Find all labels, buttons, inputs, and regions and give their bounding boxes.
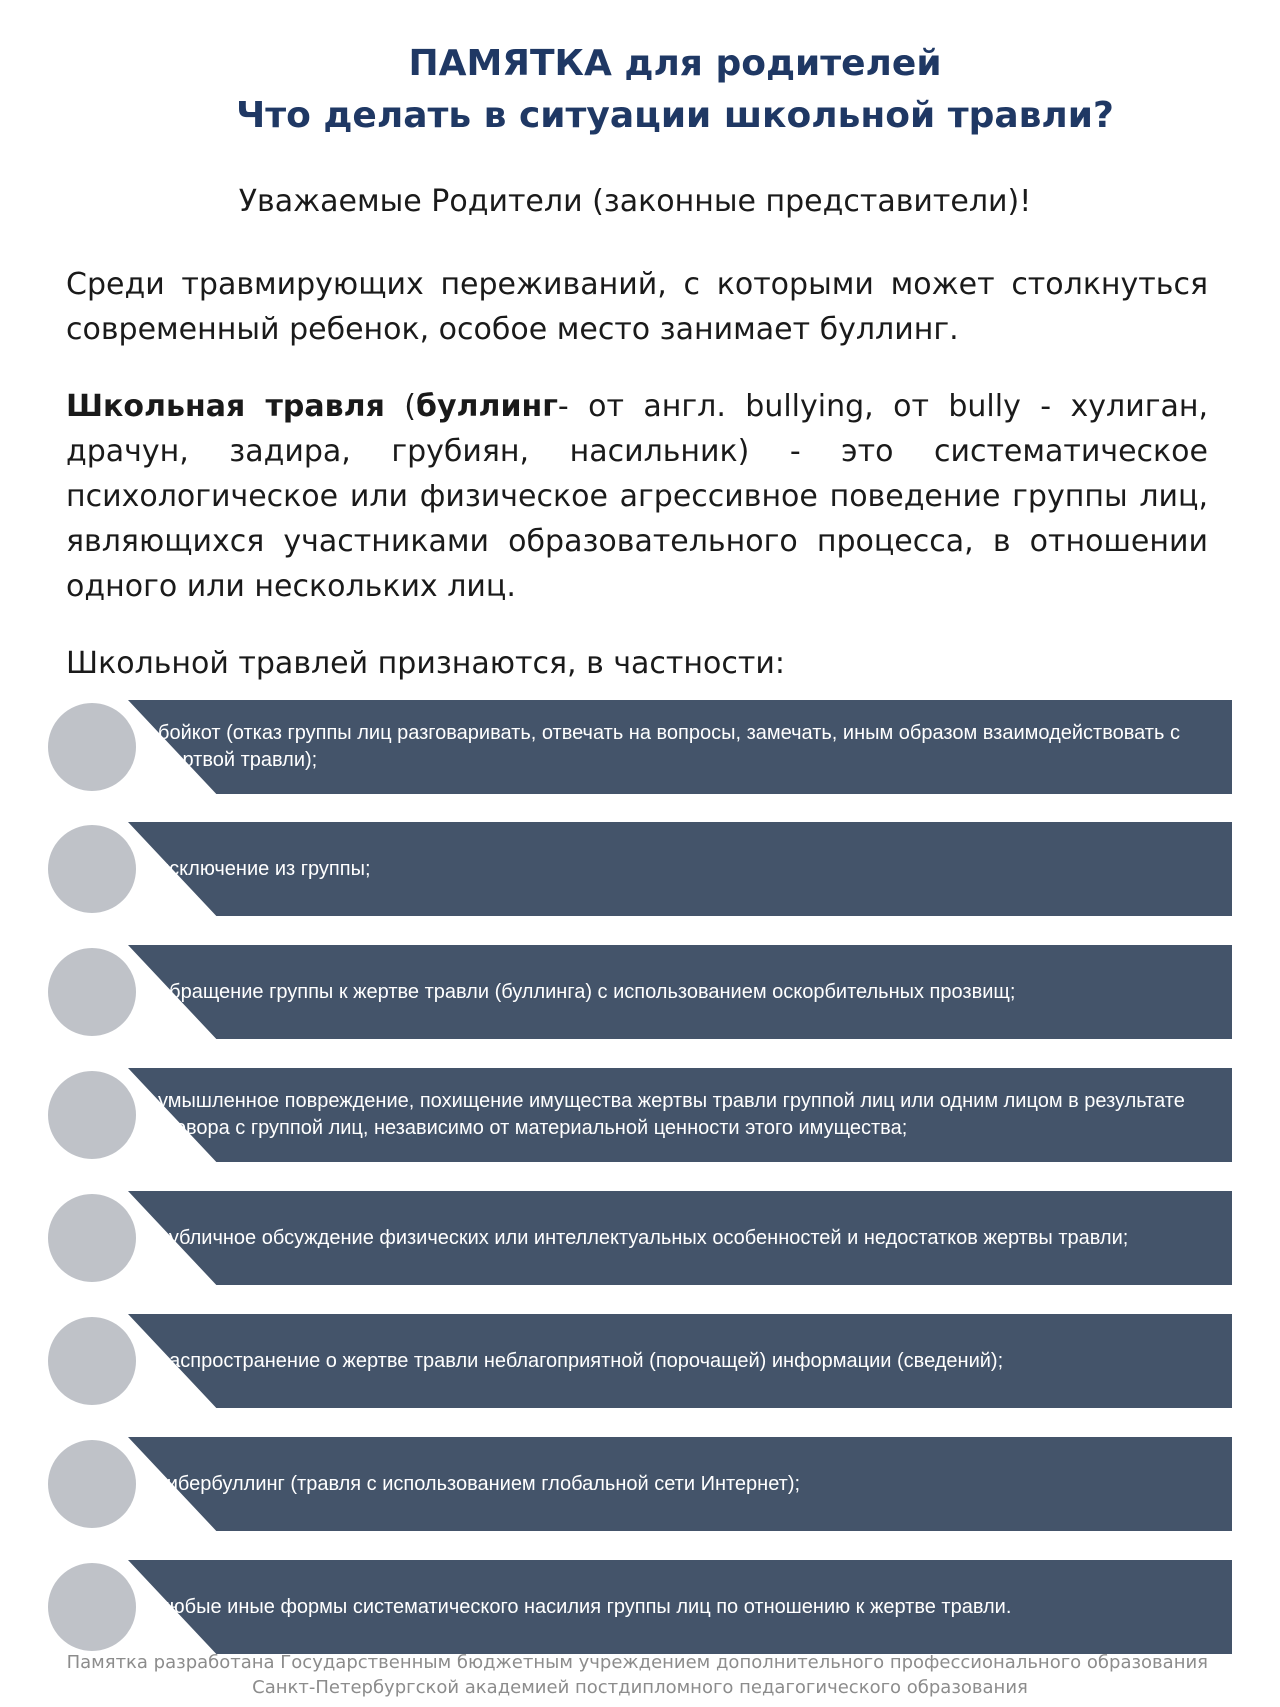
title-line-1: ПАМЯТКА для родителей [408,43,942,84]
list-item-circle [46,823,138,915]
list-item [46,1191,1232,1285]
list-item-text: бойкот (отказ группы лиц разговаривать, отвечать на вопросы, замечать, иным образом взаимодействовать с жертвой травли); [158,722,1180,771]
list-item-circle [46,1069,138,1161]
list-item-circle [46,1315,138,1407]
list-lead: Школьной травлей признаются, в частности: [66,646,785,681]
definition-paragraph [66,384,1208,609]
list-item [46,1437,1232,1531]
list-item [46,1560,1232,1654]
list-item [46,822,1232,916]
list-item [46,1314,1232,1408]
footer-line-2: Санкт-Петербургской академией постдипломного педагогического образования [252,1677,1028,1698]
list-item-circle [46,1438,138,1530]
footer-line-1: Памятка разработана Государственным бюджетным учреждением дополнительного профессионального образования [66,1652,1208,1673]
list-item-text: исключение из группы; [158,857,371,880]
list-item-circle [46,701,138,793]
list-item-text: кибербуллинг (травля с использованием глобальной сети Интернет); [158,1472,801,1495]
title-line-2: Что делать в ситуации школьной травли? [236,95,1114,136]
definition-text: - от англ. bullying, от bully - хулиган, драчун, задира, грубиян, насильник) - это систематическое психологическое или физическое агрессивное поведение группы лиц, являющихся участниками образовательного процесса, в отношении одного или нескольких лиц. [66,389,1208,604]
list-item-text: обращение группы к жертве травли (буллинга) с использованием оскорбительных прозвищ; [158,980,1016,1003]
definition-term-2: буллинг [416,389,558,424]
definition-open-paren: ( [384,389,417,424]
intro-paragraph: Среди травмирующих переживаний, с которыми может столкнуться современный ребенок, особое место занимает буллинг. [66,267,1208,347]
definition-term: Школьная травля [66,389,385,424]
list-item [46,700,1232,794]
list-item-text: публичное обсуждение физических или интеллектуальных особенностей и недостатков жертвы травли; [158,1226,1129,1249]
list-item-circle [46,1192,138,1284]
list-item-circle [46,1561,138,1653]
page-title [0,38,1280,142]
list-item-text: умышленное повреждение, похищение имущества жертвы травли группой лиц или одним лицом в результате сговора с группой лиц, независимо от материальной ценности этого имущества; [158,1090,1185,1139]
greeting: Уважаемые Родители (законные представители)! [238,184,1032,219]
list-item-text: распространение о жертве травли неблагоприятной (порочащей) информации (сведений); [158,1349,1004,1372]
list-item-text: любые иные формы систематического насилия группы лиц по отношению к жертве травли. [158,1595,1012,1618]
footer-credits [0,1650,1280,1700]
list-item-circle [46,946,138,1038]
list-item [46,945,1232,1039]
list-item [46,1068,1232,1162]
